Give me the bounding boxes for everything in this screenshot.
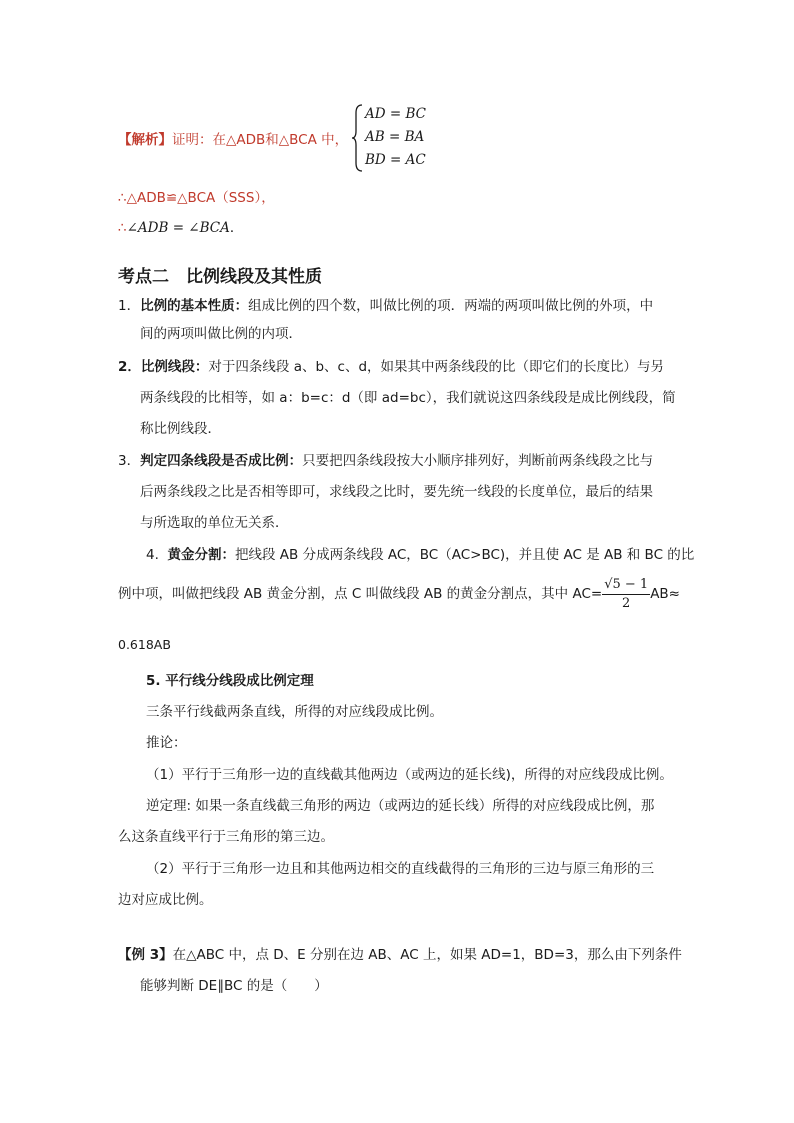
- analysis-intro: [118, 128, 348, 148]
- example-tag: 【例 3】: [118, 947, 173, 963]
- analysis-tag: 【解析】: [118, 132, 172, 148]
- corollary-1: （1）平行于三角形一边的直线截其他两边（或两边的延长线)，所得的对应线段成比例。: [146, 767, 673, 783]
- corollary-2: （2）平行于三角形一边且和其他两边相交的直线截得的三角形的三边与原三角形的三: [146, 861, 655, 877]
- angle-equation-period: ．: [229, 220, 244, 236]
- item-term: 判定四条线段是否成比例：: [140, 453, 303, 469]
- converse-theorem: 逆定理: 如果一条直线截三角形的两边（或两边的延长线）所得的对应线段成比例，那: [146, 798, 655, 814]
- item-number: 2．: [118, 359, 141, 375]
- list-item: [118, 449, 653, 469]
- theorem-statement: 三条平行线截两条直线，所得的对应线段成比例。: [146, 704, 443, 720]
- item-text-continued: 后两条线段之比是否相等即可，求线段之比时，要先统一线段的长度单位，最后的结果: [140, 484, 653, 500]
- analysis-congruence-line: ∴△ADB≌△BCA（SSS），: [118, 190, 275, 206]
- equation-line: AB = BA: [365, 129, 425, 145]
- item5-title: 5. 平行线分线段成比例定理: [146, 673, 314, 689]
- therefore-symbol: ∴: [118, 220, 127, 236]
- golden-ratio-value: 0.618AB: [118, 637, 171, 652]
- fraction-numerator: √5 − 1: [602, 576, 650, 595]
- item-text: 只要把四条线段按大小顺序排列好，判断前两条线段之比与: [302, 453, 654, 469]
- item-number: 3．: [118, 453, 141, 469]
- item-number: 4.: [146, 547, 159, 563]
- item-number: 1．: [118, 298, 141, 314]
- item-text-continued: 称比例线段．: [140, 421, 221, 437]
- section-title: 考点二 比例线段及其性质: [118, 267, 322, 287]
- example-text-continued: 能够判断 DE∥BC 的是（ ）: [140, 978, 328, 994]
- list-item: [146, 543, 694, 563]
- item-text: AB≈: [650, 586, 680, 602]
- example-question: [118, 943, 682, 963]
- fraction-denominator: 2: [622, 595, 631, 611]
- list-item: [118, 355, 664, 375]
- golden-ratio-line: [118, 574, 680, 614]
- converse-theorem-continued: 么这条直线平行于三角形的第三边。: [118, 829, 334, 845]
- left-brace-icon: [350, 103, 364, 173]
- angle-equation: ∠ADB = ∠BCA: [126, 220, 230, 236]
- analysis-intro-text: 证明：在△ADB和△BCA 中，: [172, 132, 349, 148]
- item-text: 例中项，叫做把线段 AB 黄金分割，点 C 叫做线段 AB 的黄金分割点，其中 AC=: [118, 586, 603, 602]
- item-text-continued: 间的两项叫做比例的内项．: [140, 326, 302, 342]
- equation-system: [365, 103, 426, 172]
- analysis-angle-line: [118, 216, 243, 236]
- equation-line: AD = BC: [365, 106, 426, 122]
- example-text: 在△ABC 中，点 D、E 分别在边 AB、AC 上，如果 AD=1，BD=3，那么由下列条件: [172, 947, 682, 963]
- equation-line: BD = AC: [365, 152, 426, 168]
- list-item: [118, 294, 653, 314]
- item-term: 比例线段：: [140, 359, 209, 375]
- item-text-continued: 与所选取的单位无关系．: [140, 515, 289, 531]
- corollary-2-continued: 边对应成比例。: [118, 892, 213, 908]
- item-text: 组成比例的四个数，叫做比例的项．两端的两项叫做比例的外项，中: [248, 298, 654, 314]
- item-text-continued: 两条线段的比相等，如 a：b=c：d（即 ad=bc），我们就说这四条线段是成比例线段，简: [140, 390, 676, 406]
- golden-ratio-fraction: [602, 576, 650, 613]
- item-term: 比例的基本性质：: [140, 298, 249, 314]
- corollary-label: 推论：: [146, 735, 187, 751]
- item-text: 对于四条线段 a、b、c、d，如果其中两条线段的比（即它们的长度比）与另: [208, 359, 665, 375]
- item-term: 黄金分割：: [167, 547, 235, 563]
- item-text: 把线段 AB 分成两条线段 AC，BC（AC>BC)，并且使 AC 是 AB 和 BC 的比: [234, 547, 695, 563]
